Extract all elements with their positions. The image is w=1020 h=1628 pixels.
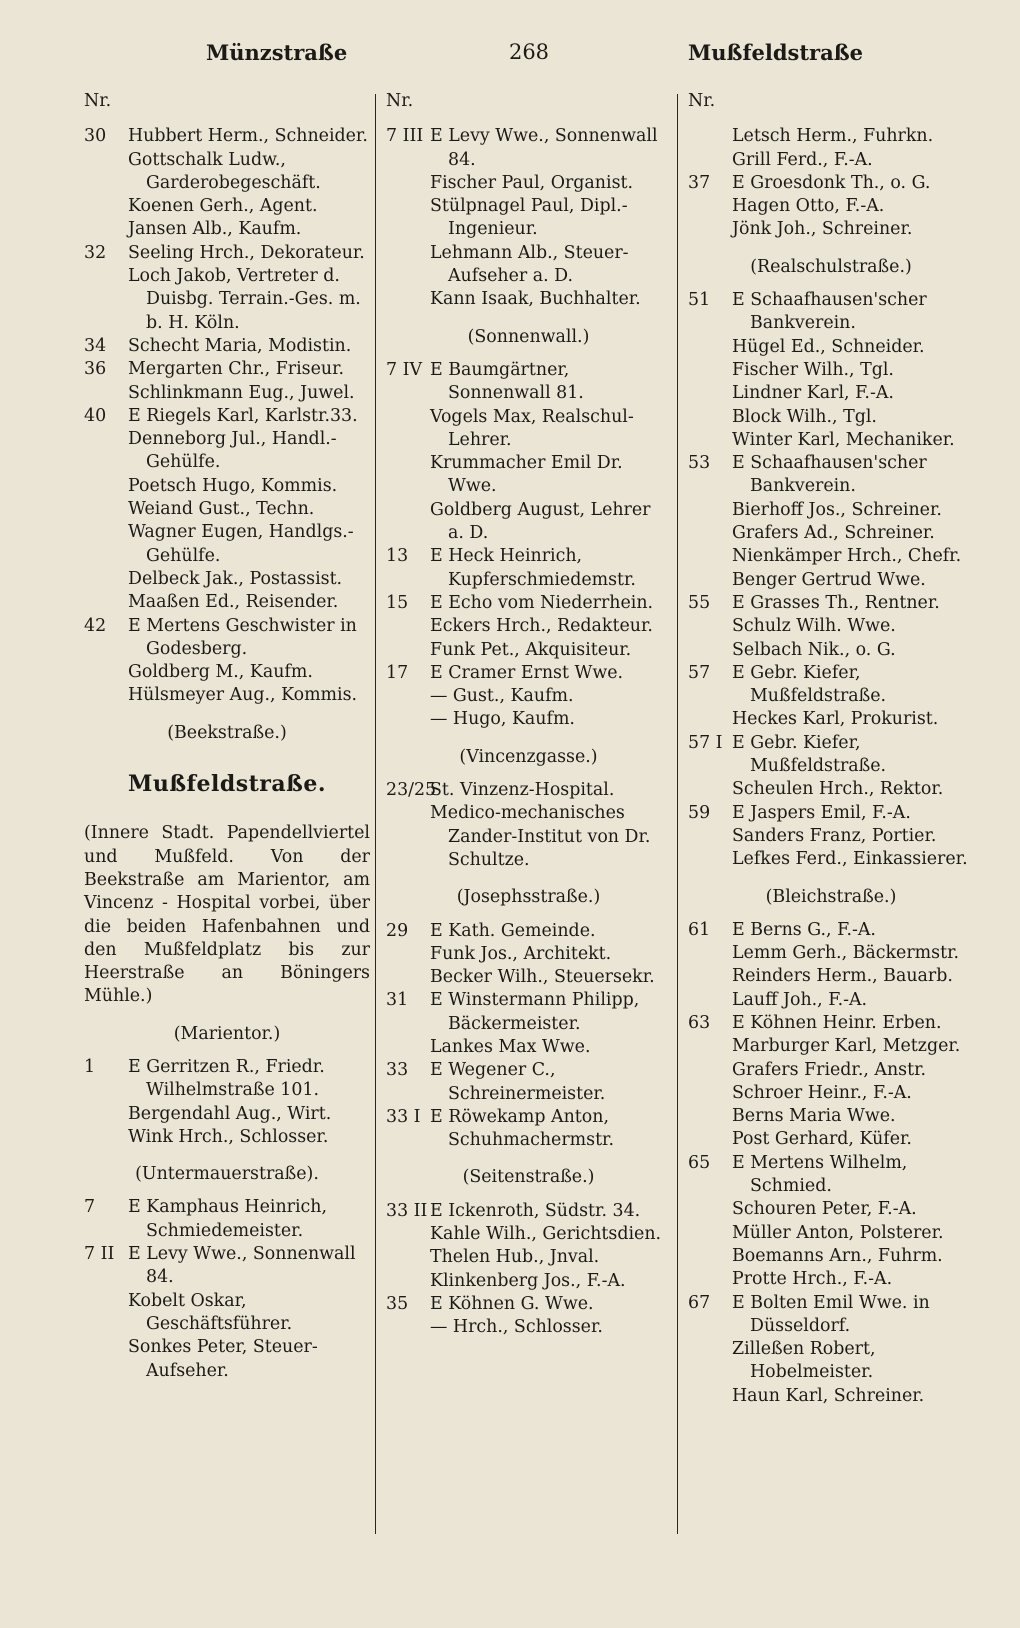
list-item	[84, 615, 370, 662]
house-number: 53	[688, 453, 711, 474]
list-item	[688, 172, 974, 195]
resident: Schulz Wilh. Wwe.	[732, 616, 896, 637]
list-item	[688, 406, 974, 429]
list-item	[84, 1336, 370, 1383]
cross-street-label: (Vincenzgasse.)	[459, 746, 598, 767]
list-item	[688, 1385, 974, 1408]
house-number: 55	[688, 592, 711, 613]
list-item	[688, 382, 974, 405]
list-item	[386, 802, 671, 872]
cross-street-label: (Beekstraße.)	[167, 722, 287, 743]
list-item	[84, 498, 370, 521]
resident: Thelen Hub., Jnval.	[430, 1247, 600, 1268]
house-number: 33 I	[386, 1106, 421, 1127]
resident: E Röwekamp Anton, Schuhmachermstr.	[430, 1106, 614, 1151]
resident: Lemm Gerh., Bäckermstr.	[732, 943, 959, 964]
list-item	[84, 1243, 370, 1290]
street-heading: Mußfeldstraße.	[127, 771, 327, 798]
resident: Grill Ferd., F.-A.	[732, 149, 873, 170]
resident: Post Gerhard, Küfer.	[732, 1129, 912, 1150]
house-number: 32	[84, 242, 107, 263]
list-item	[84, 195, 370, 218]
list-item	[386, 545, 671, 592]
list-item	[386, 195, 671, 242]
list-item	[688, 218, 974, 241]
resident: Heckes Karl, Prokurist.	[732, 709, 939, 730]
house-number: 57	[688, 662, 711, 683]
resident: Goldberg M., Kaufm.	[128, 662, 313, 683]
house-number: 65	[688, 1152, 711, 1173]
list-item	[688, 989, 974, 1012]
resident: — Hrch., Schlosser.	[430, 1317, 603, 1338]
resident: Lankes Max Wwe.	[430, 1036, 591, 1057]
list-item	[386, 779, 671, 802]
cross-street-label: (Bleichstraße.)	[765, 886, 897, 907]
resident: Fischer Wilh., Tgl.	[732, 359, 894, 380]
resident: E Echo vom Niederrhein.	[430, 592, 654, 613]
list-item	[386, 1059, 671, 1106]
list-item	[688, 1268, 974, 1291]
resident: Haun Karl, Schreiner.	[732, 1385, 925, 1406]
resident: E Winstermann Philipp, Bäckermeister.	[430, 990, 640, 1034]
list-item	[84, 1103, 370, 1126]
column-divider	[375, 94, 376, 1534]
list-item	[386, 406, 671, 453]
house-number: 7	[84, 1197, 96, 1218]
house-number: 61	[688, 919, 711, 940]
resident: St. Vinzenz-Hospital.	[430, 780, 615, 801]
list-item	[84, 335, 370, 358]
list-item	[688, 452, 974, 499]
list-item	[688, 289, 974, 336]
resident: E Gerritzen R., Friedr. Wilhelmstraße 101.	[128, 1056, 325, 1101]
house-number: 67	[688, 1292, 711, 1313]
list-item	[386, 1246, 671, 1269]
list-item	[386, 592, 671, 615]
house-number: 1	[84, 1056, 96, 1077]
resident: Grafers Ad., Schreiner.	[732, 523, 935, 544]
resident: Goldberg August, Lehrer a. D.	[430, 499, 651, 544]
list-item	[386, 172, 671, 195]
list-item	[386, 1106, 671, 1153]
house-number: 23/25	[386, 780, 437, 801]
resident: Lindner Karl, F.-A.	[732, 383, 894, 404]
resident: Protte Hrch., F.-A.	[732, 1269, 893, 1290]
list-item	[688, 942, 974, 965]
list-item	[688, 359, 974, 382]
resident: Winter Karl, Mechaniker.	[732, 429, 955, 450]
list-item	[688, 1105, 974, 1128]
list-item	[386, 1270, 671, 1293]
resident: E Wegener C., Schreinermeister.	[430, 1060, 606, 1104]
resident: Seeling Hrch., Dekorateur.	[128, 242, 365, 263]
house-number: 7 IV	[386, 359, 423, 380]
column-divider	[677, 94, 678, 1534]
header-street-left: Münzstraße	[206, 40, 348, 65]
street-description: (Innere Stadt. Papendellviertel und Mußfeld. Von der Beekstraße am Marientor, am Vincenz - Hospital vorbei, über die beiden Hafenbahnen und den Mußfeldplatz bis zur Heerstraße an Böningers Mühle.)	[84, 823, 370, 1007]
list-item	[688, 1245, 974, 1268]
list-item	[688, 125, 974, 148]
resident: Maaßen Ed., Reisender.	[128, 592, 339, 613]
list-item	[386, 662, 671, 685]
cross-street-label: (Seitenstraße.)	[462, 1167, 595, 1188]
list-item	[688, 778, 974, 801]
resident: Funk Pet., Akquisiteur.	[430, 639, 632, 660]
list-item	[386, 1200, 671, 1223]
resident: Fischer Paul, Organist.	[430, 172, 634, 193]
house-number: 63	[688, 1012, 711, 1033]
page-header	[0, 40, 1020, 80]
list-item	[688, 615, 974, 638]
resident: E Berns G., F.-A.	[732, 919, 876, 940]
resident: E Levy Wwe., Sonnenwall 84.	[128, 1244, 356, 1288]
list-item	[84, 428, 370, 475]
list-item	[386, 452, 671, 499]
resident: E Baumgärtner, Sonnenwall 81.	[430, 359, 584, 404]
list-item	[688, 1059, 974, 1082]
list-item	[688, 1338, 974, 1385]
list-item	[386, 685, 671, 708]
list-item	[84, 568, 370, 591]
list-item	[386, 359, 671, 406]
house-number: 17	[386, 662, 409, 683]
resident: Lefkes Ferd., Einkassierer.	[732, 849, 968, 870]
resident: Loch Jakob, Vertreter d. Duisbg. Terrain.-Ges. m. b. H. Köln.	[128, 266, 361, 333]
resident: E Ickenroth, Südstr. 34.	[430, 1200, 641, 1221]
resident: E Mertens Wilhelm, Schmied.	[732, 1152, 908, 1197]
list-item	[84, 1056, 370, 1103]
resident: Medico-mechanisches Zander-Institut von Dr. Schultze.	[430, 803, 651, 870]
resident: Mergarten Chr., Friseur.	[128, 359, 345, 380]
resident: Benger Gertrud Wwe.	[732, 569, 926, 590]
resident: Gottschalk Ludw., Garderobegeschäft.	[128, 149, 321, 193]
list-item	[688, 1198, 974, 1221]
resident: Delbeck Jak., Postassist.	[128, 568, 343, 589]
list-item	[84, 125, 370, 148]
list-item	[84, 149, 370, 196]
list-item	[386, 966, 671, 989]
list-item	[688, 1152, 974, 1199]
list-item	[386, 499, 671, 546]
resident: Schlinkmann Eug., Juwel.	[128, 382, 355, 403]
list-item	[84, 382, 370, 405]
list-item	[688, 1035, 974, 1058]
list-item	[688, 1222, 974, 1245]
resident: Denneborg Jul., Handl.-Gehülfe.	[128, 429, 337, 473]
resident: Marburger Karl, Metzger.	[732, 1036, 961, 1057]
resident: — Hugo, Kaufm.	[430, 709, 575, 730]
nr-label: Nr.	[84, 91, 112, 111]
list-item	[688, 708, 974, 731]
resident: Schouren Peter, F.-A.	[732, 1199, 917, 1220]
resident: E Mertens Geschwister in Godesberg.	[128, 615, 357, 659]
list-item	[688, 639, 974, 662]
list-item	[84, 475, 370, 498]
house-number: 57 I	[688, 732, 723, 753]
list-item	[688, 1012, 974, 1035]
list-item	[688, 499, 974, 522]
list-item	[386, 989, 671, 1036]
cross-street-label: (Marientor.)	[173, 1023, 281, 1044]
resident: Kobelt Oskar, Geschäftsführer.	[128, 1290, 293, 1334]
resident: E Gebr. Kiefer, Mußfeldstraße.	[732, 732, 887, 777]
list-item	[84, 521, 370, 568]
list-item	[688, 592, 974, 615]
resident: Nienkämper Hrch., Chefr.	[732, 546, 962, 567]
list-item	[84, 358, 370, 381]
resident: Jansen Alb., Kaufm.	[128, 219, 302, 240]
resident: Selbach Nik., o. G.	[732, 639, 896, 660]
list-item	[386, 125, 671, 172]
list-item	[688, 429, 974, 452]
resident: E Grasses Th., Rentner.	[732, 592, 940, 613]
list-item	[688, 569, 974, 592]
resident: Koenen Gerh., Agent.	[128, 196, 318, 217]
list-item	[688, 802, 974, 825]
column-3	[688, 90, 974, 1408]
list-item	[84, 1290, 370, 1337]
house-number: 15	[386, 592, 409, 613]
list-item	[386, 288, 671, 311]
resident: Stülpnagel Paul, Dipl.-Ingenieur.	[430, 196, 628, 240]
list-item	[84, 1196, 370, 1243]
resident: Hügel Ed., Schneider.	[732, 336, 925, 357]
house-number: 35	[386, 1293, 409, 1314]
resident: E Schaafhausen'scher Bankverein.	[732, 290, 927, 334]
list-item	[688, 825, 974, 848]
cross-street-label: (Josephsstraße.)	[456, 887, 601, 908]
resident: E Köhnen G. Wwe.	[430, 1293, 594, 1314]
resident: E Riegels Karl, Karlstr.33.	[128, 405, 358, 426]
resident: Weiand Gust., Techn.	[128, 499, 315, 520]
resident: Wagner Eugen, Handlgs.-Gehülfe.	[128, 522, 354, 566]
resident: Letsch Herm., Fuhrkn.	[732, 126, 934, 147]
resident: E Gebr. Kiefer, Mußfeldstraße.	[732, 662, 887, 707]
list-item	[84, 265, 370, 335]
list-item	[84, 242, 370, 265]
list-item	[84, 218, 370, 241]
resident: Kann Isaak, Buchhalter.	[430, 289, 641, 310]
house-number: 13	[386, 546, 409, 567]
resident: Boemanns Arn., Fuhrm.	[732, 1245, 943, 1266]
list-item	[688, 1128, 974, 1151]
list-item	[386, 708, 671, 731]
resident: Eckers Hrch., Redakteur.	[430, 616, 653, 637]
resident: Müller Anton, Polsterer.	[732, 1222, 944, 1243]
list-item	[688, 732, 974, 779]
resident: E Heck Heinrich, Kupferschmiedemstr.	[430, 546, 636, 590]
resident: E Bolten Emil Wwe. in Düsseldorf.	[732, 1292, 930, 1336]
resident: Grafers Friedr., Anstr.	[732, 1059, 927, 1080]
list-item	[688, 919, 974, 942]
resident: Kahle Wilh., Gerichtsdien.	[430, 1224, 662, 1245]
resident: Berns Maria Wwe.	[732, 1106, 896, 1127]
list-item	[688, 195, 974, 218]
resident: Hubbert Herm., Schneider.	[128, 126, 368, 147]
list-item	[688, 1292, 974, 1339]
house-number: 59	[688, 802, 711, 823]
cross-street-label: (Realschulstraße.)	[750, 256, 912, 277]
resident: Sanders Franz, Portier.	[732, 825, 937, 846]
house-number: 33 II	[386, 1200, 428, 1221]
list-item	[84, 661, 370, 684]
resident: Bergendahl Aug., Wirt.	[128, 1103, 332, 1124]
house-number: 34	[84, 335, 107, 356]
list-item	[386, 943, 671, 966]
list-item	[688, 965, 974, 988]
nr-label: Nr.	[386, 91, 414, 111]
resident: E Groesdonk Th., o. G.	[732, 172, 931, 193]
resident: E Cramer Ernst Wwe.	[430, 662, 624, 683]
list-item	[84, 1126, 370, 1149]
cross-street-label: (Untermauerstraße).	[135, 1164, 319, 1185]
resident: Bierhoff Jos., Schreiner.	[732, 499, 942, 520]
list-item	[386, 920, 671, 943]
resident: Schecht Maria, Modistin.	[128, 335, 352, 356]
resident: Hagen Otto, F.-A.	[732, 196, 885, 217]
house-number: 33	[386, 1060, 409, 1081]
list-item	[386, 615, 671, 638]
resident: Sonkes Peter, Steuer-Aufseher.	[128, 1337, 318, 1381]
list-item	[688, 522, 974, 545]
resident: E Köhnen Heinr. Erben.	[732, 1012, 942, 1033]
header-street-right: Mußfeldstraße	[688, 40, 864, 65]
house-number: 51	[688, 290, 711, 311]
list-item	[386, 1223, 671, 1246]
resident: Vogels Max, Realschul-Lehrer.	[430, 406, 634, 450]
resident: Krummacher Emil Dr. Wwe.	[430, 453, 623, 497]
resident: E Levy Wwe., Sonnenwall 84.	[430, 126, 658, 170]
list-item	[386, 1293, 671, 1316]
resident: Schroer Heinr., F.-A.	[732, 1082, 912, 1103]
house-number: 37	[688, 172, 711, 193]
house-number: 40	[84, 405, 107, 426]
resident: Jönk Joh., Schreiner.	[732, 219, 913, 240]
resident: Wink Hrch., Schlosser.	[128, 1126, 329, 1147]
list-item	[84, 591, 370, 614]
list-item	[688, 149, 974, 172]
list-item	[386, 1316, 671, 1339]
house-number: 30	[84, 126, 107, 147]
house-number: 7 III	[386, 126, 424, 147]
house-number: 36	[84, 359, 107, 380]
resident: E Kath. Gemeinde.	[430, 920, 596, 941]
page-number: 268	[508, 40, 550, 64]
resident: Zilleßen Robert, Hobelmeister.	[732, 1339, 876, 1383]
resident: Scheulen Hrch., Rektor.	[732, 779, 944, 800]
column-1	[84, 90, 370, 1383]
list-item	[688, 1082, 974, 1105]
resident: Becker Wilh., Steuersekr.	[430, 967, 655, 988]
resident: Lauff Joh., F.-A.	[732, 989, 868, 1010]
list-item	[386, 639, 671, 662]
resident: E Schaafhausen'scher Bankverein.	[732, 453, 927, 497]
resident: Lehmann Alb., Steuer-Aufseher a. D.	[430, 242, 629, 287]
list-item	[688, 336, 974, 359]
resident: Hülsmeyer Aug., Kommis.	[128, 685, 358, 706]
list-item	[84, 684, 370, 707]
list-item	[688, 662, 974, 709]
list-item	[688, 545, 974, 568]
resident: E Kamphaus Heinrich, Schmiedemeister.	[128, 1197, 327, 1241]
list-item	[688, 848, 974, 871]
house-number: 29	[386, 920, 409, 941]
list-item	[84, 405, 370, 428]
resident: — Gust., Kaufm.	[430, 686, 574, 707]
house-number: 31	[386, 990, 409, 1011]
resident: Funk Jos., Architekt.	[430, 943, 612, 964]
column-2	[386, 90, 671, 1340]
house-number: 7 II	[84, 1244, 115, 1265]
resident: Klinkenberg Jos., F.-A.	[430, 1270, 626, 1291]
resident: Reinders Herm., Bauarb.	[732, 966, 953, 987]
list-item	[386, 1036, 671, 1059]
cross-street-label: (Sonnenwall.)	[467, 326, 590, 347]
resident: E Jaspers Emil, F.-A.	[732, 802, 911, 823]
nr-label: Nr.	[688, 91, 716, 111]
list-item	[386, 242, 671, 289]
resident: Poetsch Hugo, Kommis.	[128, 475, 338, 496]
house-number: 42	[84, 615, 107, 636]
resident: Block Wilh., Tgl.	[732, 406, 877, 427]
